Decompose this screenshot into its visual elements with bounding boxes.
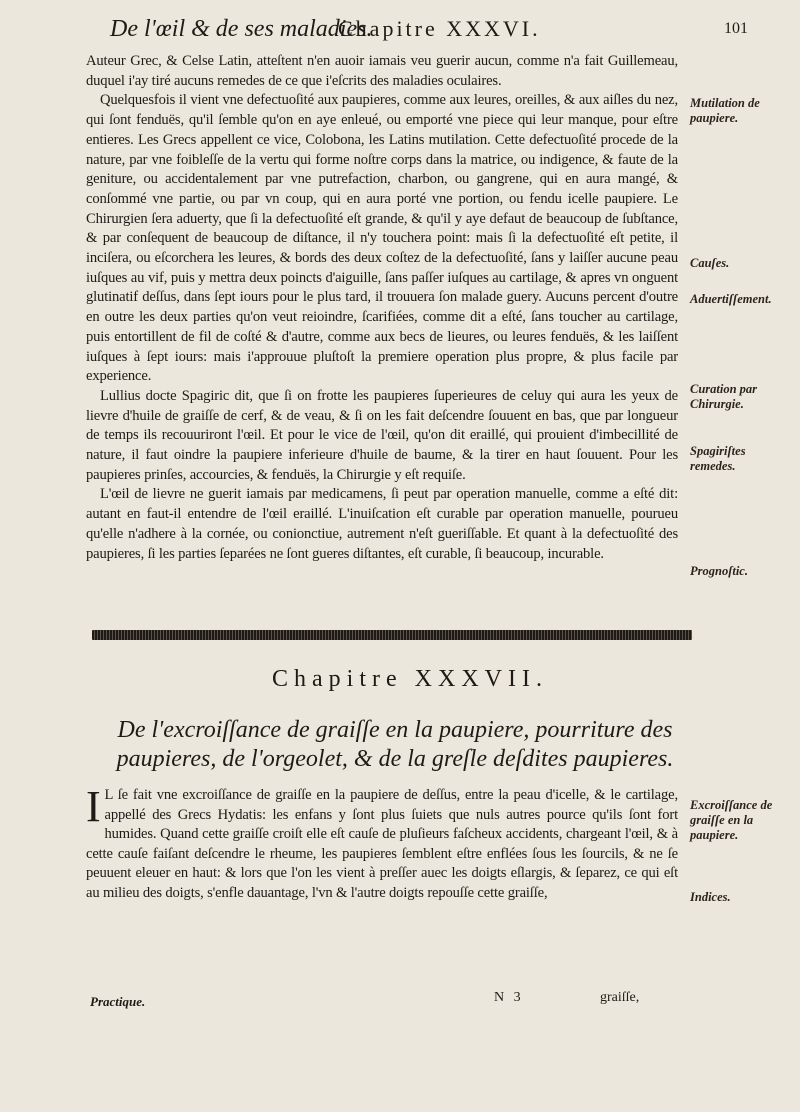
margin-note: Prognoſtic. xyxy=(690,564,748,578)
margin-note: Cauſes. xyxy=(690,256,730,270)
paragraph: L'œil de lievre ne guerit iamais par medicamens, ſi peut par operation manuelle, comme a eſté dit: autant en faut-il entendre de l'œil eraillé. L'inuiſcation eſt curable par operation manuelle, pourueu qu'elle n'adhere à la cornée, ou conionctiue, autrement n'eſt gueriſſable. Et quant à la defectuoſité des paupieres, ſi les parties ſeparées ne ſont gueres diſtantes, eſt curable, ſi beaucoup, incurable. xyxy=(86,486,678,562)
running-head xyxy=(110,14,750,46)
margin-note: Indices. xyxy=(690,890,731,904)
margin-note: Spagiriſtes remedes. xyxy=(690,444,746,473)
running-title: De l'œil & de ses maladies. xyxy=(110,16,373,42)
running-chapter: Chapitre XXXVI. xyxy=(338,16,541,41)
catchword-left: Practique. xyxy=(90,994,146,1009)
catchword-right: graiſſe, xyxy=(600,990,640,1005)
paragraph: Quelquesfois il vient vne defectuoſité aux paupieres, comme aux leures, oreilles, & aux aiſles du nez, qui ſont fenduës, qu'il ſemble qu'on en aye enleué, ou emporté vne piece qui leur manque, pour eſtre entieres. Les Grecs appellent ce vice, Colobona, les Latins mutilation. Cette defectuoſité procede de la nature, par vne foibleſſe de la vertu qui forme noſtre corps dans la matrice, ou indigence, & faute de la geniture, ou accidentalement par vne putrefaction, charbon, ou gangrene, qui en aura mangé, & conſommé vne partie, ou par vn coup, qui en aura porté vne portion, ou fendu icelle paupiere. Le Chirurgien ſera aduerty, que ſi la defectuoſité eſt grande, & qu'il y aye defaut de beaucoup de ſubſtance, & par conſequent de beaucoup de diſtance, il n'y touchera point: mais ſi la defectuoſité eſt petite, il inciſera, ou eſcorchera les leures, & bords des deux coſtez de la defectuoſité, ſans y laiſſer aucune peau iuſques au vif, puis y mettra deux poincts d'aiguille, ſans paſſer iuſques au cartilage, & apres vn onguent glutinatif deſſus, dans ſept iours pour le plus tard, il trouuera ſon malade guery. Aucuns percent d'outre en outre les deux parties qu'on veut reioindre, ſcarifiées, comme dit a eſté, ſans toucher au cartilage, puis entortillent de fil de coſté & d'autre, comme aux becs de lieures, ou leures fenduës, & les laiſſent iuſques à ſept iours: mais i'approuue pluſtoſt la premiere operation plus propre, & plus facile par experience. xyxy=(86,92,678,385)
ornamental-rule xyxy=(92,630,692,640)
page-number: 101 xyxy=(724,20,748,37)
margin-note: Aduertiſſement. xyxy=(690,292,772,306)
margin-note: Excroiſſance de graiſſe en la paupiere. xyxy=(690,798,773,842)
chapter-37-text xyxy=(86,782,678,904)
chapter-title: De l'excroiſſance de graiſſe en la paupiere, pourriture des paupieres, de l'orgeolet, & de la greſle deſdites paupieres. xyxy=(116,717,674,772)
chapter-paragraph xyxy=(86,782,678,904)
paragraph: Auteur Grec, & Celse Latin, atteſtent n'en auoir iamais veu guerir aucun, comme n'a fait Guillemeau, duquel i'ay tiré aucuns remedes de ce que i'eſcrits des maladies oculaires. xyxy=(86,53,678,89)
margin-note: Curation par Chirurgie. xyxy=(690,382,758,411)
signature-mark: N 3 xyxy=(494,990,524,1005)
margin-note: Mutilation de paupiere. xyxy=(690,96,760,125)
chapter-paragraph-text: L ſe fait vne excroiſſance de graiſſe en la paupiere de deſſus, entre la peau d'icelle, & le cartilage, appellé des Grecs Hydatis: les enfans y ſont plus ſuiets que nuls autres pource qu'ils ſont fort humides. Quand cette graiſſe croiſt elle eſt cauſe de pluſieurs faſcheux accidents, chargeant l'œil, & à cette cauſe faiſant deſcendre le rheume, les paupieres ſemblent eſtre enflées ſous les ſourcils, & ne ſe peuuent eleuer en haut: & lors que l'on les vient à preſſer auec les doigts eſlargis, & ſeparez, ce qui eſt au milieu des doigts, s'enfle dauantage, l'vn & l'autre doigts repouſſe cette graiſſe, xyxy=(86,787,678,901)
chapter-36-text xyxy=(86,52,678,564)
chapter-heading: Chapitre XXXVII. xyxy=(272,666,548,692)
paragraph: Lullius docte Spagiric dit, que ſi on frotte les paupieres ſuperieures de celuy qui aura les yeux de lievre d'huile de graiſſe de cerf, & de veau, & ſi on les fait deſcendre ſouuent en bas, que par longueur de temps ils recouuriront l'œil. Et pour le vice de l'œil, qu'on dit eraillé, qui prouient d'imbecillité de nature, il faut oindre la paupiere inferieure d'huile de baume, & la tirer en haut ſouuent. Pour les paupieres prinſes, accourcies, & fenduës, la Chirurgie y eſt requiſe. xyxy=(86,387,678,483)
drop-cap: I xyxy=(86,782,101,831)
